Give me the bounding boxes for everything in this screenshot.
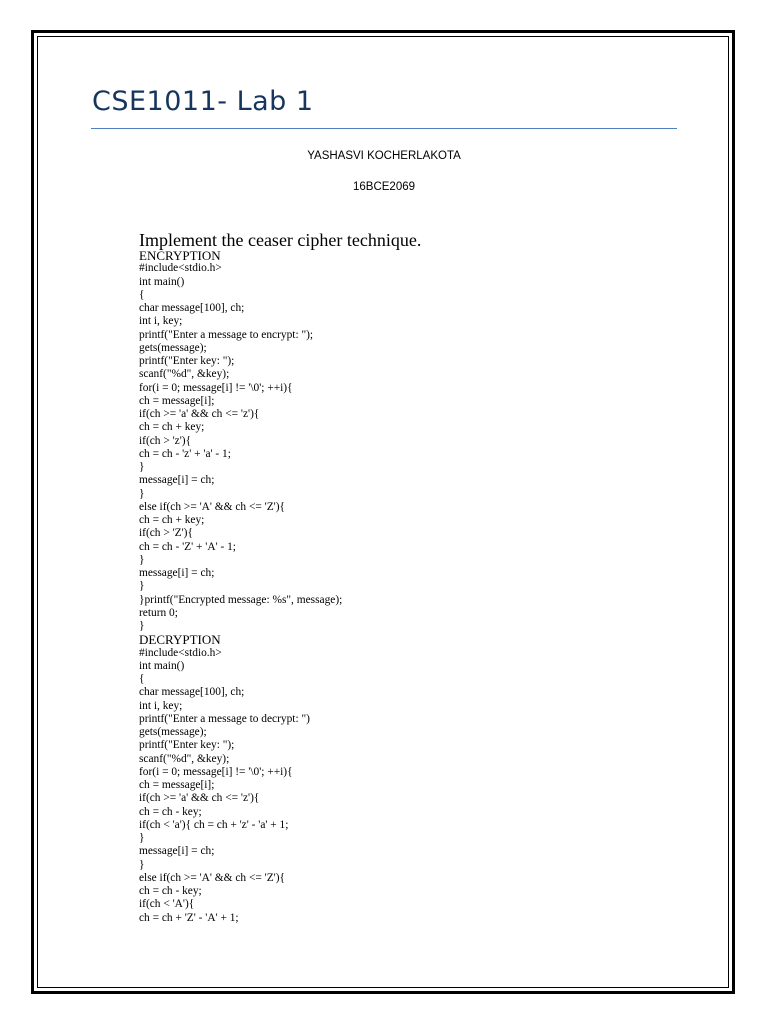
- code-line: }: [139, 487, 145, 500]
- code-line: ch = ch + 'Z' - 'A' + 1;: [139, 911, 239, 924]
- code-line: ch = ch + key;: [139, 514, 205, 526]
- code-line: }: [139, 858, 145, 871]
- code-line: gets(message);: [139, 726, 207, 738]
- code-line: int main(): [139, 275, 185, 288]
- code-line: message[i] = ch;: [139, 567, 215, 579]
- code-line: if(ch > 'Z'){: [139, 527, 193, 540]
- code-line: gets(message);: [139, 341, 207, 354]
- code-line: printf("Enter key: ");: [139, 355, 235, 367]
- code-line: else if(ch >= 'A' && ch <= 'Z'){: [139, 500, 285, 513]
- code-line: for(i = 0; message[i] != '\0'; ++i){: [139, 381, 293, 394]
- code-line: #include<stdio.h>: [139, 646, 222, 659]
- code-line: if(ch < 'a'){ ch = ch + 'z' - 'a' + 1;: [139, 818, 289, 831]
- code-listing: [139, 249, 342, 925]
- code-line: ch = ch - key;: [139, 805, 202, 818]
- code-line: }: [139, 620, 145, 632]
- code-line: char message[100], ch;: [139, 302, 245, 314]
- code-line: ch = ch - key;: [139, 885, 202, 897]
- author-name: YASHASVI KOCHERLAKOTA: [307, 150, 461, 162]
- code-line: char message[100], ch;: [139, 686, 245, 699]
- code-line: }printf("Encrypted message: %s", message);: [139, 593, 343, 606]
- section-label: ENCRYPTION: [139, 248, 221, 263]
- code-line: ch = message[i];: [139, 394, 215, 407]
- code-line: #include<stdio.h>: [139, 262, 222, 275]
- code-line: int i, key;: [139, 699, 183, 712]
- code-line: if(ch >= 'a' && ch <= 'z'){: [139, 792, 260, 805]
- document-title: CSE1011- Lab 1: [92, 86, 314, 117]
- code-line: printf("Enter key: ");: [139, 739, 235, 752]
- code-line: {: [139, 673, 145, 685]
- code-line: }: [139, 553, 145, 566]
- title-underline: [91, 128, 677, 129]
- code-line: printf("Enter a message to encrypt: ");: [139, 328, 314, 341]
- code-line: int main(): [139, 659, 185, 672]
- code-line: scanf("%d", &key);: [139, 368, 230, 381]
- code-line: ch = ch + key;: [139, 421, 205, 434]
- code-line: }: [139, 832, 145, 844]
- registration-number: 16BCE2069: [352, 181, 416, 193]
- code-line: ch = message[i];: [139, 779, 215, 791]
- code-line: if(ch < 'A'){: [139, 898, 195, 911]
- code-line: ch = ch - 'Z' + 'A' - 1;: [139, 540, 236, 553]
- code-line: }: [139, 580, 145, 593]
- code-line: printf("Enter a message to decrypt: "): [139, 712, 310, 725]
- code-line: return 0;: [139, 606, 178, 619]
- code-line: }: [139, 461, 145, 473]
- code-line: for(i = 0; message[i] != '\0'; ++i){: [139, 765, 293, 778]
- code-line: int i, key;: [139, 315, 183, 328]
- code-line: scanf("%d", &key);: [139, 752, 230, 765]
- code-line: message[i] = ch;: [139, 474, 215, 487]
- question-heading: Implement the ceaser cipher technique.: [139, 230, 422, 250]
- code-line: ch = ch - 'z' + 'a' - 1;: [139, 447, 231, 460]
- section-label: DECRYPTION: [139, 632, 221, 648]
- code-line: if(ch >= 'a' && ch <= 'z'){: [139, 408, 260, 420]
- code-line: else if(ch >= 'A' && ch <= 'Z'){: [139, 871, 285, 884]
- code-line: {: [139, 288, 145, 301]
- code-line: if(ch > 'z'){: [139, 434, 192, 447]
- code-line: message[i] = ch;: [139, 845, 215, 858]
